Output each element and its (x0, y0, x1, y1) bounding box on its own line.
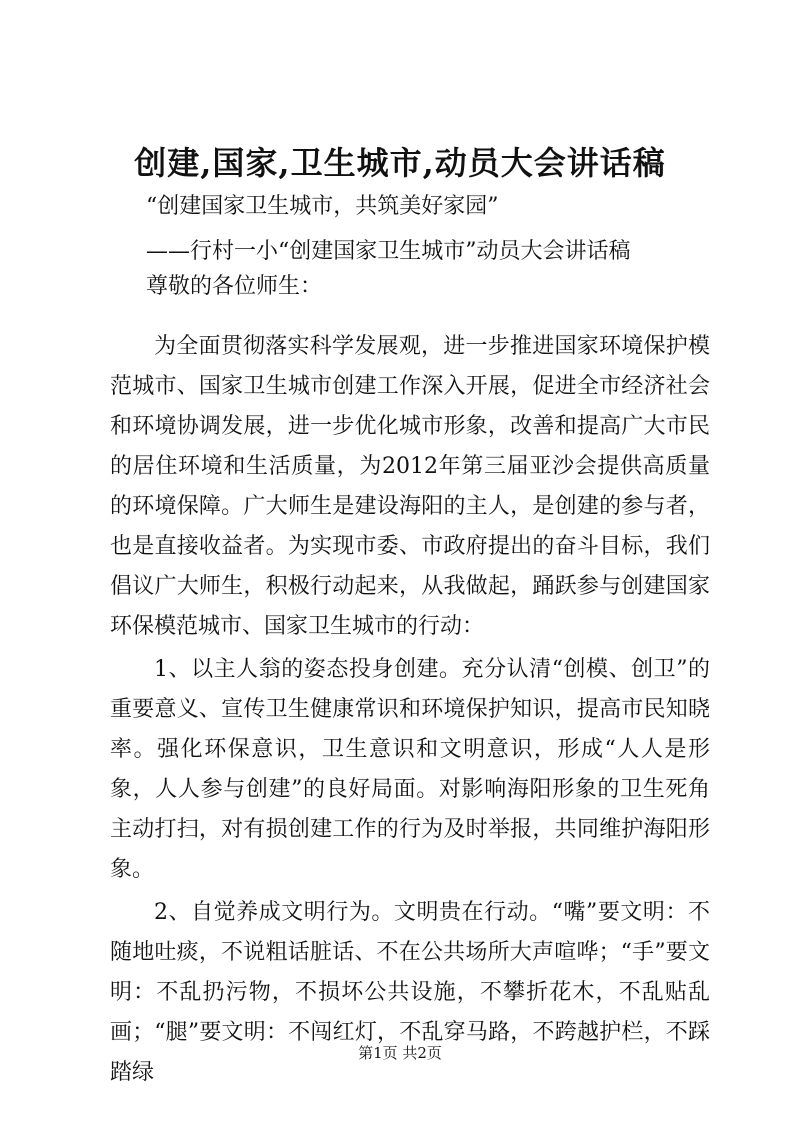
document-body (110, 327, 710, 1093)
page-footer: 第1页 共2页 (358, 1044, 442, 1062)
greeting: 尊敬的各位师生： (146, 274, 323, 299)
subtitle: ——行村一小“创建国家卫生城市”动员大会讲话稿 (146, 239, 631, 264)
document-title: 创建,国家,卫生城市,动员大会讲话稿 (134, 144, 666, 182)
paragraph: 为全面贯彻落实科学发展观，进一步推进国家环境保护模范城市、国家卫生城市创建工作深入开展，促进全市经济社会和环境协调发展，进一步优化城市形象，改善和提高广大市民的居住环境和生活质量，为2012年第三届亚沙会提供高质量的环境保障。广大师生是建设海阳的主人，是创建的参与者，也是直接收益者。为实现市委、市政府提出的奋斗目标，我们倡议广大师生，积极行动起来，从我做起，踊跃参与创建国家环保模范城市、国家卫生城市的行动： (110, 334, 710, 639)
paragraph: 1、以主人翁的姿态投身创建。充分认清“创模、创卫”的重要意义、宣传卫生健康常识和环境保护知识，提高市民知晓率。强化环保意识，卫生意识和文明意识，形成“人人是形象，人人参与创建”的良好局面。对影响海阳形象的卫生死角主动打扫，对有损创建工作的行为及时举报，共同维护海阳形象。 (110, 657, 710, 882)
paragraph: 2、自觉养成文明行为。文明贵在行动。“嘴”要文明：不随地吐痰，不说粗话脏话、不在公共场所大声喧哗；“手”要文明：不乱扔污物，不损坏公共设施，不攀折花木，不乱贴乱画；“腿”要文明：不闯红灯，不乱穿马路，不跨越护栏，不踩踏绿 (110, 900, 710, 1085)
slogan: “创建国家卫生城市，共筑美好家园” (146, 194, 499, 219)
